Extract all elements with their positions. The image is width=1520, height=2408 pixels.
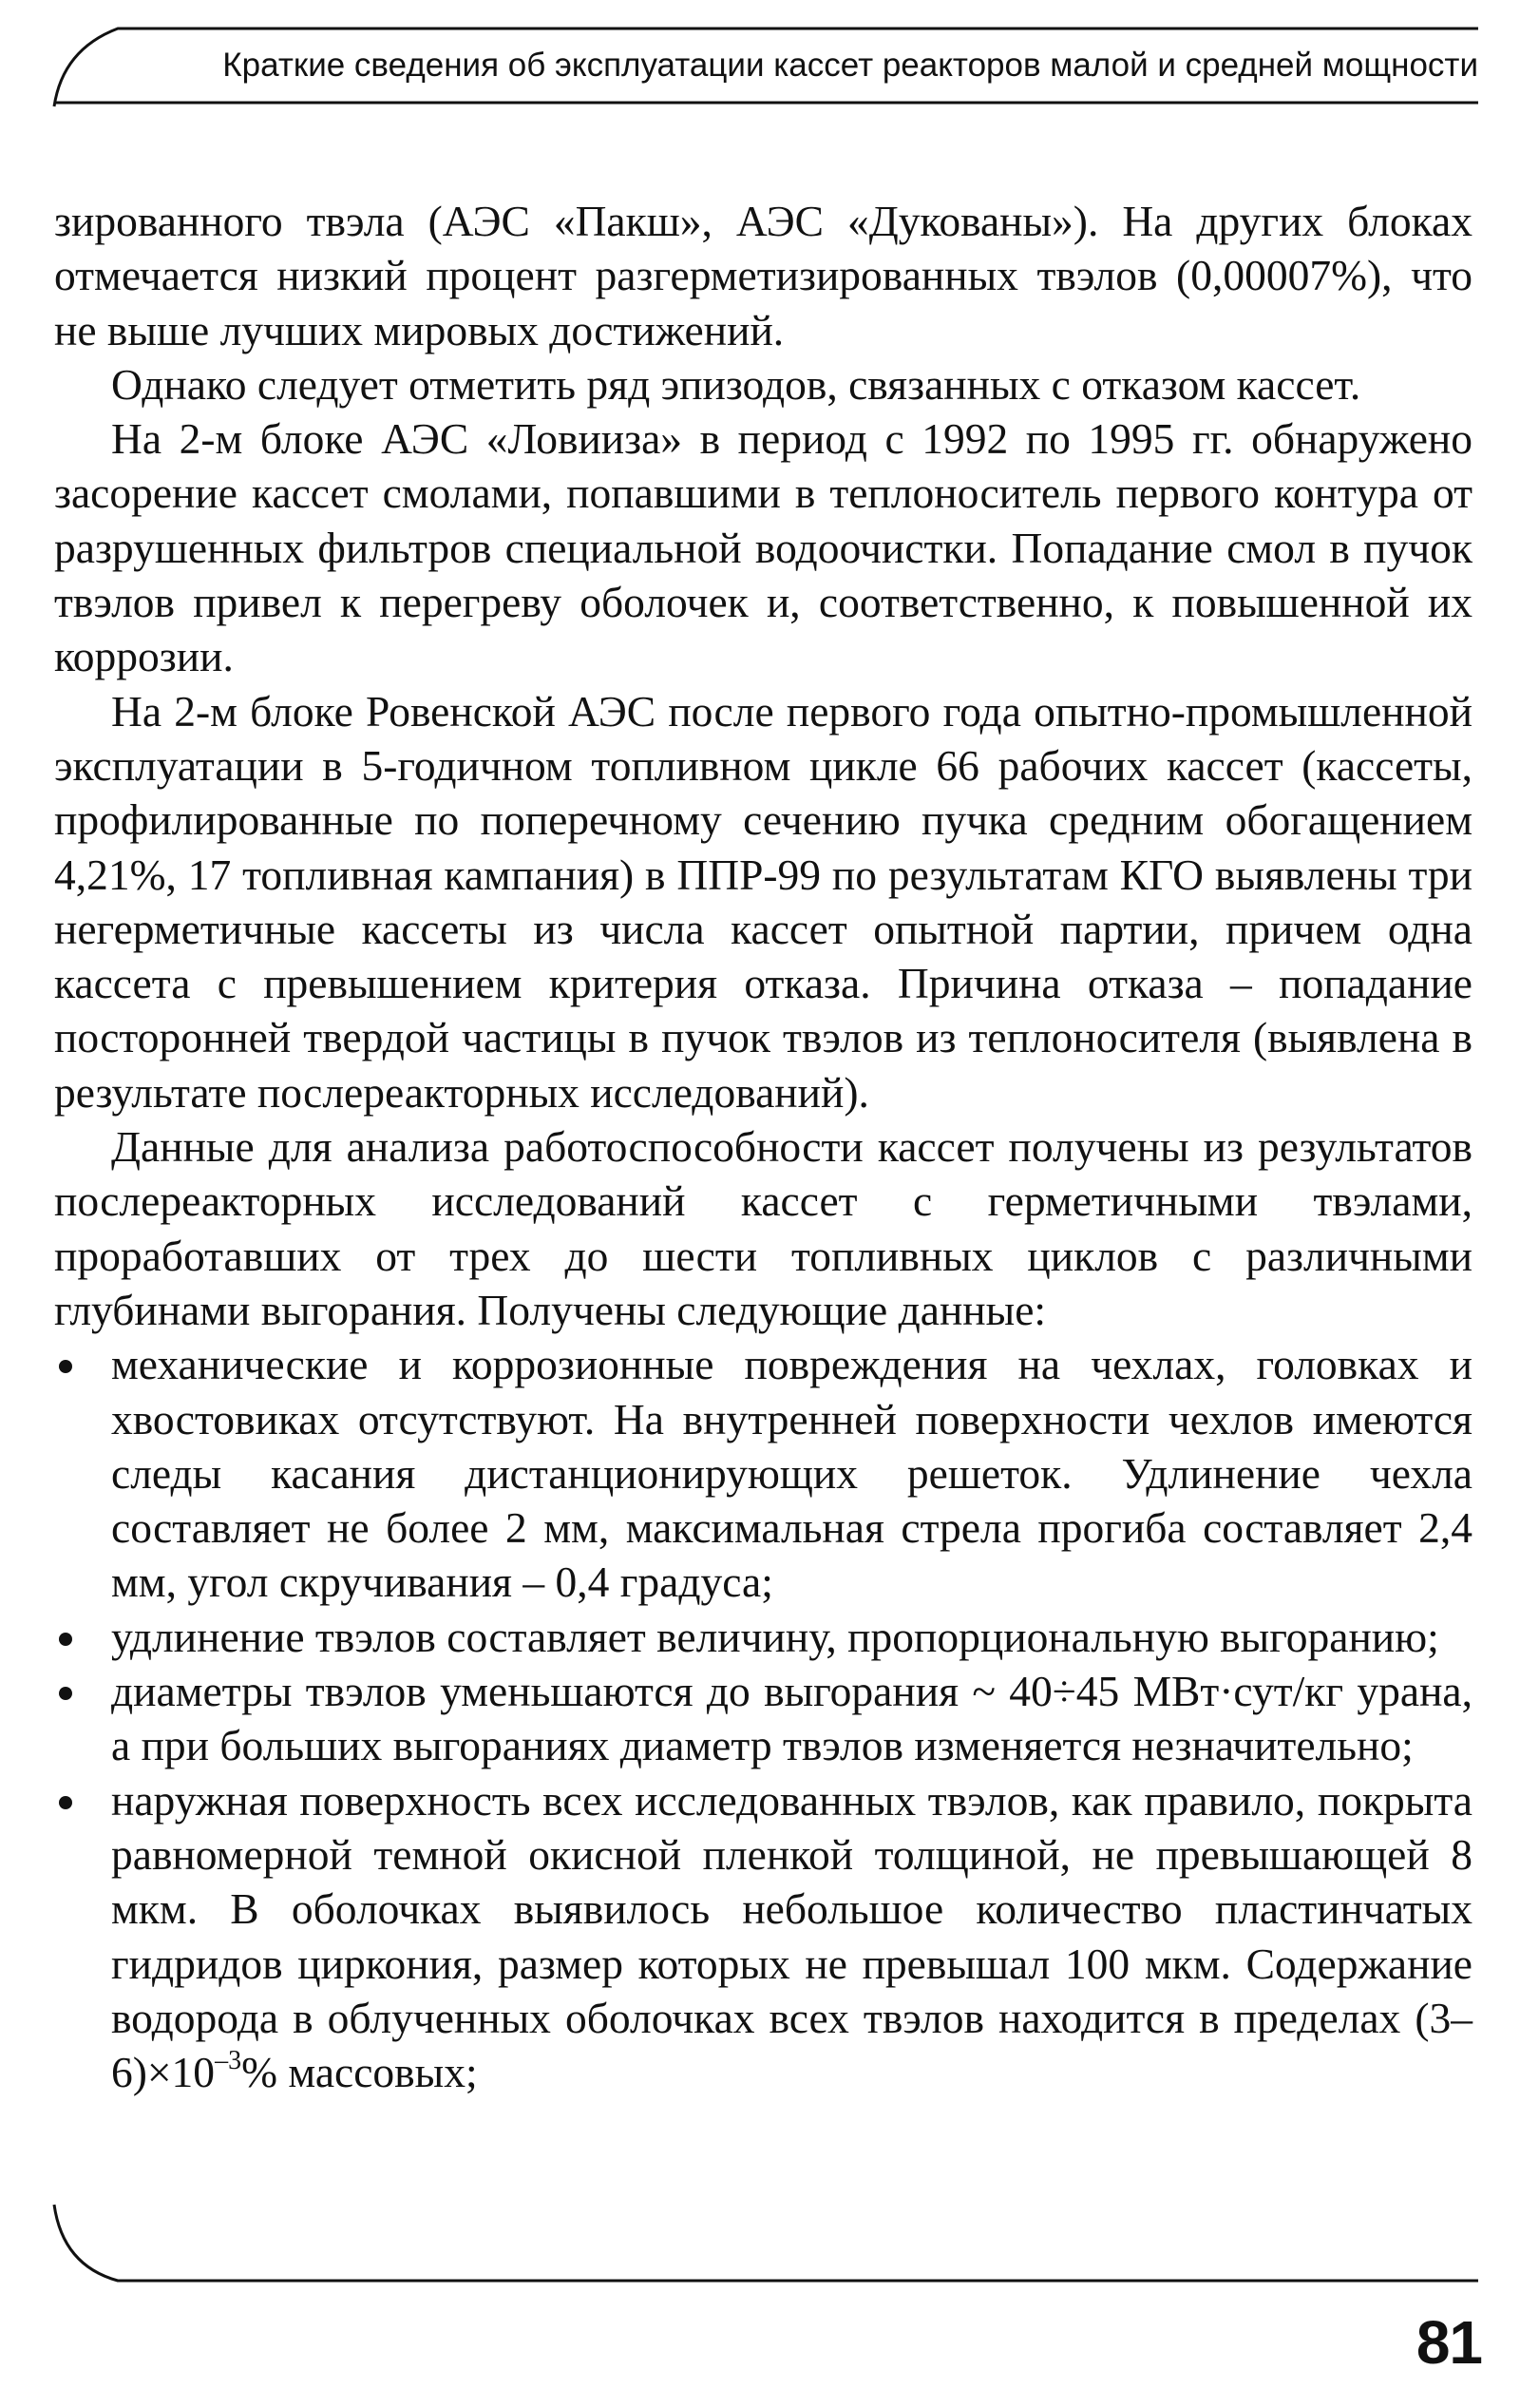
bullet-dot-icon bbox=[59, 1360, 72, 1373]
bullet-text: наружная поверхность всех исследованных твэлов, как правило, покрыта равномерной темной окисной пленкой толщиной, не превышающей 8 мкм. В оболочках выявилось небольшое количество пластинчатых гидридов циркония, размер которых не превышал 100 мкм. Содержание водорода в облученных оболочках всех твэлов находится в пределах (3–6)×10 bbox=[111, 1775, 1472, 2097]
paragraph: Однако следует отметить ряд эпизодов, связанных с отказом кассет. bbox=[111, 359, 1361, 409]
exponent: –3 bbox=[215, 2045, 242, 2075]
paragraph: На 2-м блоке АЭС «Ловииза» в период с 1992 по 1995 гг. обнаружено засорение кассет смолами, попавшими в теплоноситель первого контура от разрушенных фильтров специальной водоочистки. Попадание смол в пучок твэлов привел к перегреву оболочек и, соответственно, к повышенной их коррозии. bbox=[54, 414, 1472, 681]
bullet-list bbox=[54, 1337, 1472, 2099]
paragraph: Данные для анализа работоспособности кассет получены из результатов послереакторных исследований кассет с герметичными твэлами, проработавших от трех до шести топливных циклов с различными глубинами выгорания. Получены следующие данные: bbox=[54, 1122, 1472, 1334]
bullet-dot-icon bbox=[59, 1796, 72, 1809]
bullet-text: удлинение твэлов составляет величину, пропорциональную выгоранию; bbox=[111, 1612, 1439, 1661]
bullet-dot-icon bbox=[59, 1687, 72, 1700]
footer-rule bbox=[54, 2205, 1478, 2281]
bullet-text: диаметры твэлов уменьшаются до выгорания ~ 40÷45 МВт·сут/кг урана, а при больших выгораниях диаметр твэлов изменяется незначительно; bbox=[111, 1667, 1472, 1770]
bullet-item bbox=[54, 1610, 1472, 1664]
bullet-text-suffix: % массовых; bbox=[241, 2048, 478, 2097]
bullet-dot-icon bbox=[59, 1633, 72, 1646]
paragraph: На 2-м блоке Ровенской АЭС после первого года опытно-промышленной эксплуатации в 5-годичном топливном цикле 66 рабочих кассет (кассеты, профилированные по поперечному сечению пучка средним обогащением 4,21%, 17 топливная кампания) в ППР-99 по результатам КГО выявлены три негерметичные кассеты из числа кассет опытной партии, причем одна кассета с превышением критерия отказа. Причина отказа – попадание посторонней твердой частицы в пучок твэлов из теплоносителя (выявлена в результате послереакторных исследований). bbox=[54, 686, 1472, 1117]
bullet-item bbox=[54, 1337, 1472, 1609]
page-number: 81 bbox=[1416, 2308, 1482, 2377]
bullet-item bbox=[54, 1773, 1472, 2100]
body-text bbox=[54, 194, 1472, 2099]
bullet-text: механические и коррозионные повреждения на чехлах, головках и хвостовиках отсутствуют. На внутренней поверхности чехлов имеются следы касания дистанционирующих решеток. Удлинение чехла составляет не более 2 мм, максимальная стрела прогиба составляет 2,4 мм, угол скручивания – 0,4 градуса; bbox=[111, 1340, 1472, 1607]
bullet-item bbox=[54, 1664, 1472, 1773]
running-header: Краткие сведения об эксплуатации кассет реакторов малой и средней мощности bbox=[222, 47, 1478, 84]
paragraph-continued: зированного твэла (АЭС «Пакш», АЭС «Дукованы»). На других блоках отмечается низкий процент разгерметизированных твэлов (0,00007%), что не выше лучших мировых достижений. bbox=[54, 197, 1472, 354]
